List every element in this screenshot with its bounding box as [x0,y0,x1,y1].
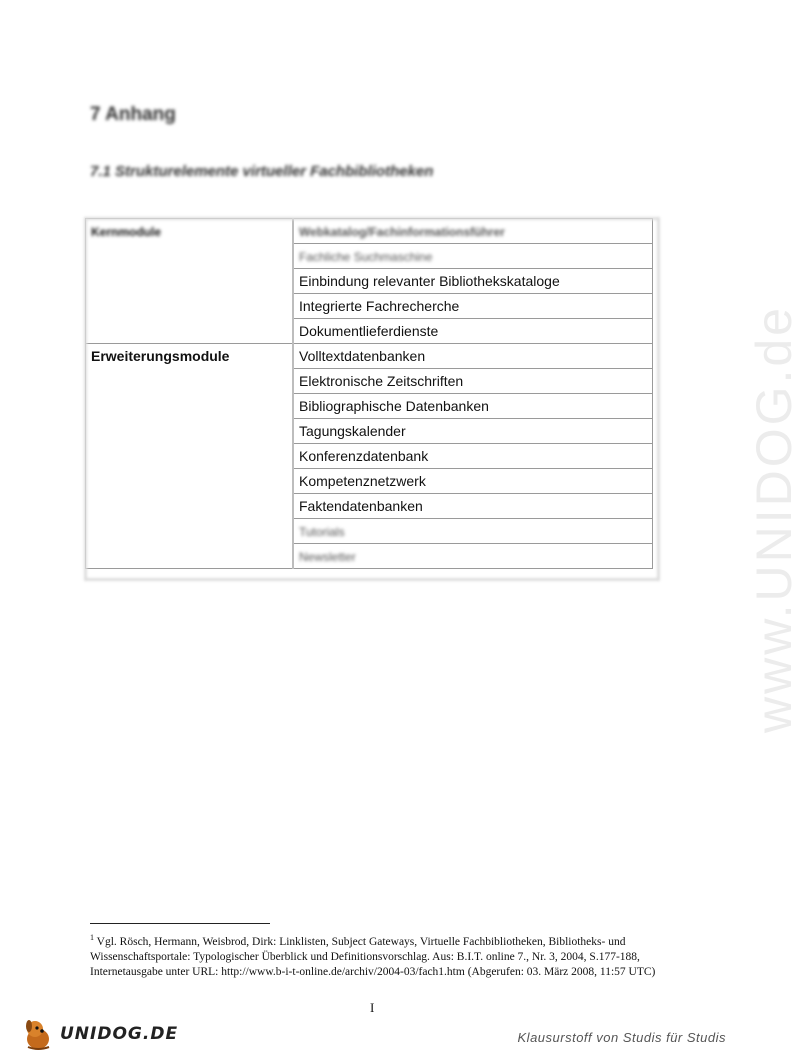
subsection-heading: 7.1 Strukturelemente virtueller Fachbibliotheken [90,163,434,180]
module-cell: Tagungskalender [293,419,653,444]
kernmodule-label-cell [86,219,294,344]
modules-table [85,218,653,569]
footnote-marker: 1 [90,933,94,942]
module-cell: Fachliche Suchmaschine [293,244,653,269]
unidog-logo [22,1016,178,1052]
erweiterung-label-cell [86,344,294,569]
dog-icon [22,1017,54,1051]
footer-claim: Klausurstoff von Studis für Studis [517,1030,726,1045]
kernmodule-label: Kernmodule [91,225,162,239]
erweiterung-label: Erweiterungsmodule [91,348,230,364]
page-number: I [370,1000,375,1015]
module-cell: Kompetenznetzwerk [293,469,653,494]
module-cell: Dokumentlieferdienste [293,319,653,344]
footnote-text: Vgl. Rösch, Hermann, Weisbrod, Dirk: Linklisten, Subject Gateways, Virtuelle Fachbibliotheken, Bibliotheks- und Wissenschaftsportale: Typologischer Überblick und Definitionsvorschlag. Aus: B.I.T. online 7., Nr. 3, 2004, S.177-188, Internetausgabe unter URL: http://www.b-i-t-online.de/archiv/2004-03/fach1.htm (Abgerufen: 03. März 2008, 11:57 UTC) [90,935,656,978]
module-cell: Konferenzdatenbank [293,444,653,469]
module-cell: Elektronische Zeitschriften [293,369,653,394]
section-heading: 7 Anhang [90,104,176,125]
logo-text: UNIDOG.DE [60,1024,179,1044]
module-cell: Einbindung relevanter Bibliothekskataloge [293,269,653,294]
module-cell: Bibliographische Datenbanken [293,394,653,419]
module-cell: Webkatalog/Fachinformationsführer [293,219,653,244]
module-cell: Newsletter [293,544,653,569]
footnote-rule [90,923,270,924]
module-cell: Volltextdatenbanken [293,344,653,369]
watermark: www.UNIDOG.de [745,305,802,733]
module-cell: Integrierte Fachrecherche [293,294,653,319]
module-cell: Faktendatenbanken [293,494,653,519]
footnote [90,930,662,980]
module-cell: Tutorials [293,519,653,544]
